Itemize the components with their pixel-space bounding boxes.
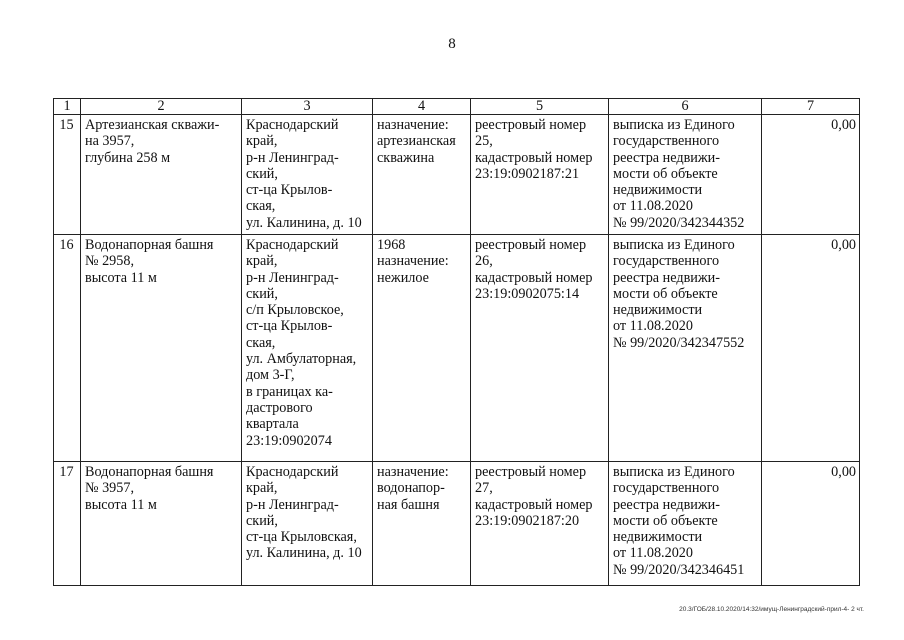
- object-name-cell: Водонапорная башня № 2958, высота 11 м: [81, 235, 242, 462]
- page-number: 8: [448, 36, 456, 52]
- purpose-cell: назначение: водонапор- ная башня: [373, 462, 471, 586]
- object-name-cell: Водонапорная башня № 3957, высота 11 м: [81, 462, 242, 586]
- footer-note: 20.3/ГОБ/28.10.2020/14:32/имущ-Ленинградский-прил-4- 2 чт.: [679, 606, 864, 613]
- purpose-cell: 1968 назначение: нежилое: [373, 235, 471, 462]
- property-table: [53, 98, 860, 586]
- registry-cell: реестровый номер 26, кадастровый номер 23:19:0902075:14: [471, 235, 609, 462]
- address-cell: Краснодарский край, р-н Ленинград- ский, ст-ца Крыловская, ул. Калинина, д. 10: [242, 462, 373, 586]
- header-row: [54, 99, 860, 115]
- value-cell: 0,00: [762, 235, 860, 462]
- table-row: [54, 462, 860, 586]
- row-number-cell: 15: [54, 115, 81, 235]
- purpose-cell: назначение: артезианская скважина: [373, 115, 471, 235]
- value-cell: 0,00: [762, 115, 860, 235]
- document-cell: выписка из Единого государственного реестра недвижи- мости об объекте недвижимости от 11.08.2020 № 99/2020/342346451: [609, 462, 762, 586]
- column-header: 1: [54, 99, 81, 115]
- row-number-cell: 16: [54, 235, 81, 462]
- column-header: 3: [242, 99, 373, 115]
- column-header: 2: [81, 99, 242, 115]
- column-header: 7: [762, 99, 860, 115]
- column-header: 5: [471, 99, 609, 115]
- registry-cell: реестровый номер 27, кадастровый номер 23:19:0902187:20: [471, 462, 609, 586]
- document-cell: выписка из Единого государственного реестра недвижи- мости об объекте недвижимости от 11.08.2020 № 99/2020/342347552: [609, 235, 762, 462]
- registry-cell: реестровый номер 25, кадастровый номер 23:19:0902187:21: [471, 115, 609, 235]
- object-name-cell: Артезианская скважи- на 3957, глубина 258 м: [81, 115, 242, 235]
- address-cell: Краснодарский край, р-н Ленинград- ский, ст-ца Крылов- ская, ул. Калинина, д. 10: [242, 115, 373, 235]
- document-cell: выписка из Единого государственного реестра недвижи- мости об объекте недвижимости от 11.08.2020 № 99/2020/342344352: [609, 115, 762, 235]
- column-header: 4: [373, 99, 471, 115]
- row-number-cell: 17: [54, 462, 81, 586]
- table-row: [54, 115, 860, 235]
- address-cell: Краснодарский край, р-н Ленинград- ский, с/п Крыловское, ст-ца Крылов- ская, ул. Амбулаторная, дом 3-Г, в границах ка- дастрового квартала 23:19:0902074: [242, 235, 373, 462]
- column-header: 6: [609, 99, 762, 115]
- value-cell: 0,00: [762, 462, 860, 586]
- table-row: [54, 235, 860, 462]
